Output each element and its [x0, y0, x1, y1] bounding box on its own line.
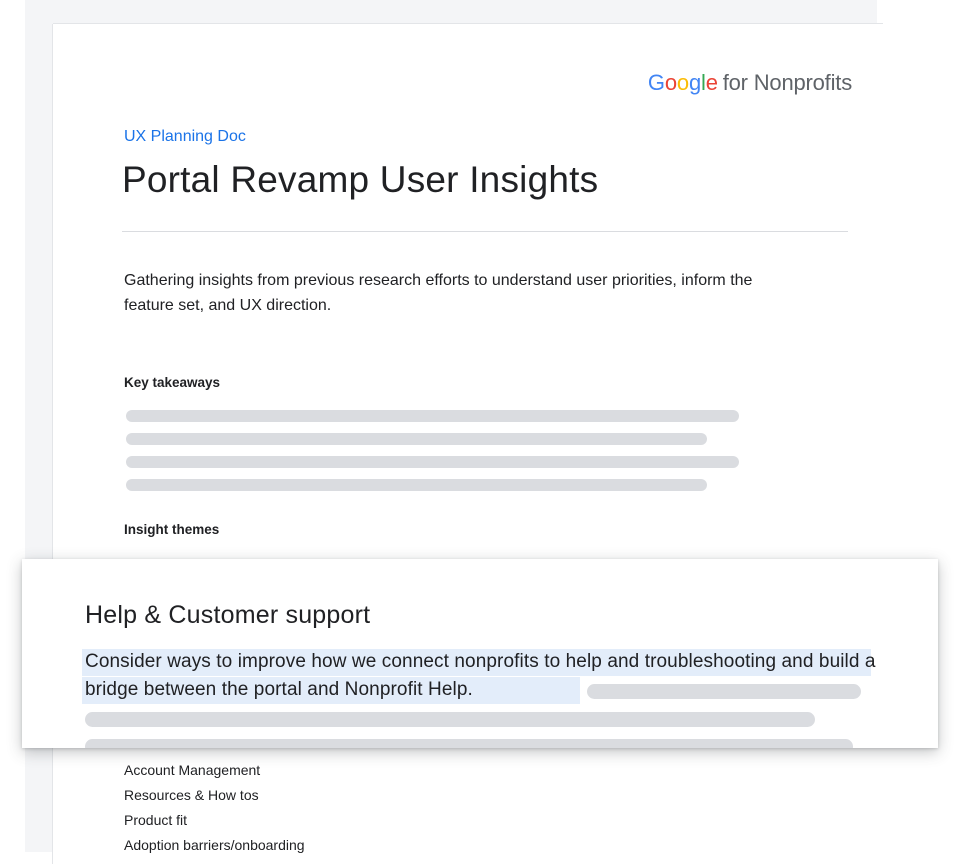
placeholder-line [85, 712, 815, 727]
doc-eyebrow: UX Planning Doc [124, 128, 246, 145]
placeholder-line [587, 684, 861, 699]
insight-card [22, 559, 938, 748]
placeholder-line [126, 456, 739, 468]
logo-suffix: for Nonprofits [722, 70, 852, 95]
google-for-nonprofits-logo [648, 70, 852, 96]
list-item: Account Management [124, 762, 261, 778]
placeholder-line [126, 410, 739, 422]
card-title: Help & Customer support [85, 601, 371, 629]
card-body-text: Consider ways to improve how we connect nonprofits to help and troubleshooting and build a bridge between the portal and Nonprofit Help. [85, 651, 876, 700]
page-title: Portal Revamp User Insights [122, 159, 599, 200]
placeholder-line [126, 433, 707, 445]
google-wordmark: Google [647, 70, 718, 95]
insight-themes-heading: Insight themes [124, 522, 220, 537]
list-item: Adoption barriers/onboarding [124, 837, 305, 853]
key-takeaways-heading: Key takeaways [124, 375, 221, 390]
theme-list [124, 760, 305, 860]
placeholder-line [126, 479, 707, 491]
intro-paragraph: Gathering insights from previous research efforts to understand user priorities, inform the feature set, and UX direction. [124, 272, 753, 314]
placeholder-line [85, 739, 853, 748]
title-divider [122, 231, 848, 232]
list-item: Product fit [124, 812, 188, 828]
list-item: Resources & How tos [124, 787, 259, 803]
